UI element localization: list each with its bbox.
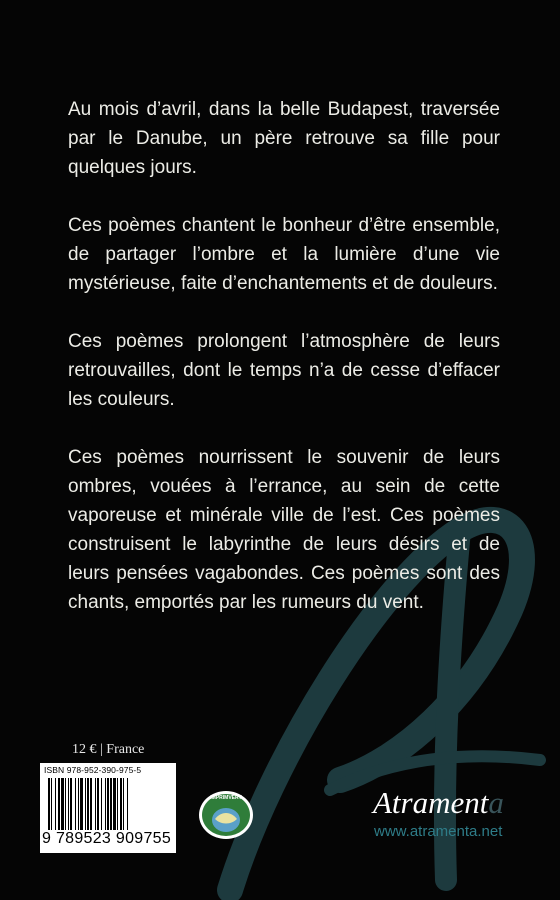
publisher-logo: [373, 785, 504, 821]
blurb-paragraph-1: Au mois d’avril, dans la belle Budapest, traversée par le Danube, un père retrouve sa fille pour quelques jours.: [68, 99, 500, 178]
logo-fade: a: [488, 785, 504, 820]
barcode-icon: [48, 778, 168, 830]
blurb-paragraph-3: Ces poèmes prolongent l’atmosphère de leurs retrouvailles, dont le temps n’a de cesse d’effacer les couleurs.: [68, 331, 500, 410]
isbn-label: ISBN 978-952-390-975-5: [44, 765, 142, 775]
blurb-paragraph-4: Ces poèmes nourrissent le souvenir de leurs ombres, vouées à l’errance, au sein de cette vaporeuse et minérale ville de l’est. Ces poèmes construisent le labyrinthe de leurs désirs et de leurs pensées vagabondes. Ces poèmes sont des chants, emportés par les rumeurs du vent.: [68, 447, 500, 613]
back-cover-blurb: [68, 95, 500, 646]
publisher-website[interactable]: www.atramenta.net: [374, 823, 503, 840]
badge-label: IMPRIMVERT: [210, 795, 242, 801]
logo-main: Atrament: [373, 785, 489, 820]
isbn-barcode-box: [40, 763, 176, 853]
price-label: 12 € | France: [72, 742, 145, 757]
isbn-digits: 9 789523 909755: [42, 830, 172, 847]
blurb-paragraph-2: Ces poèmes chantent le bonheur d’être ensemble, de partager l’ombre et la lumière d’une vie mystérieuse, faite d’enchantements et de douleurs.: [68, 215, 500, 294]
